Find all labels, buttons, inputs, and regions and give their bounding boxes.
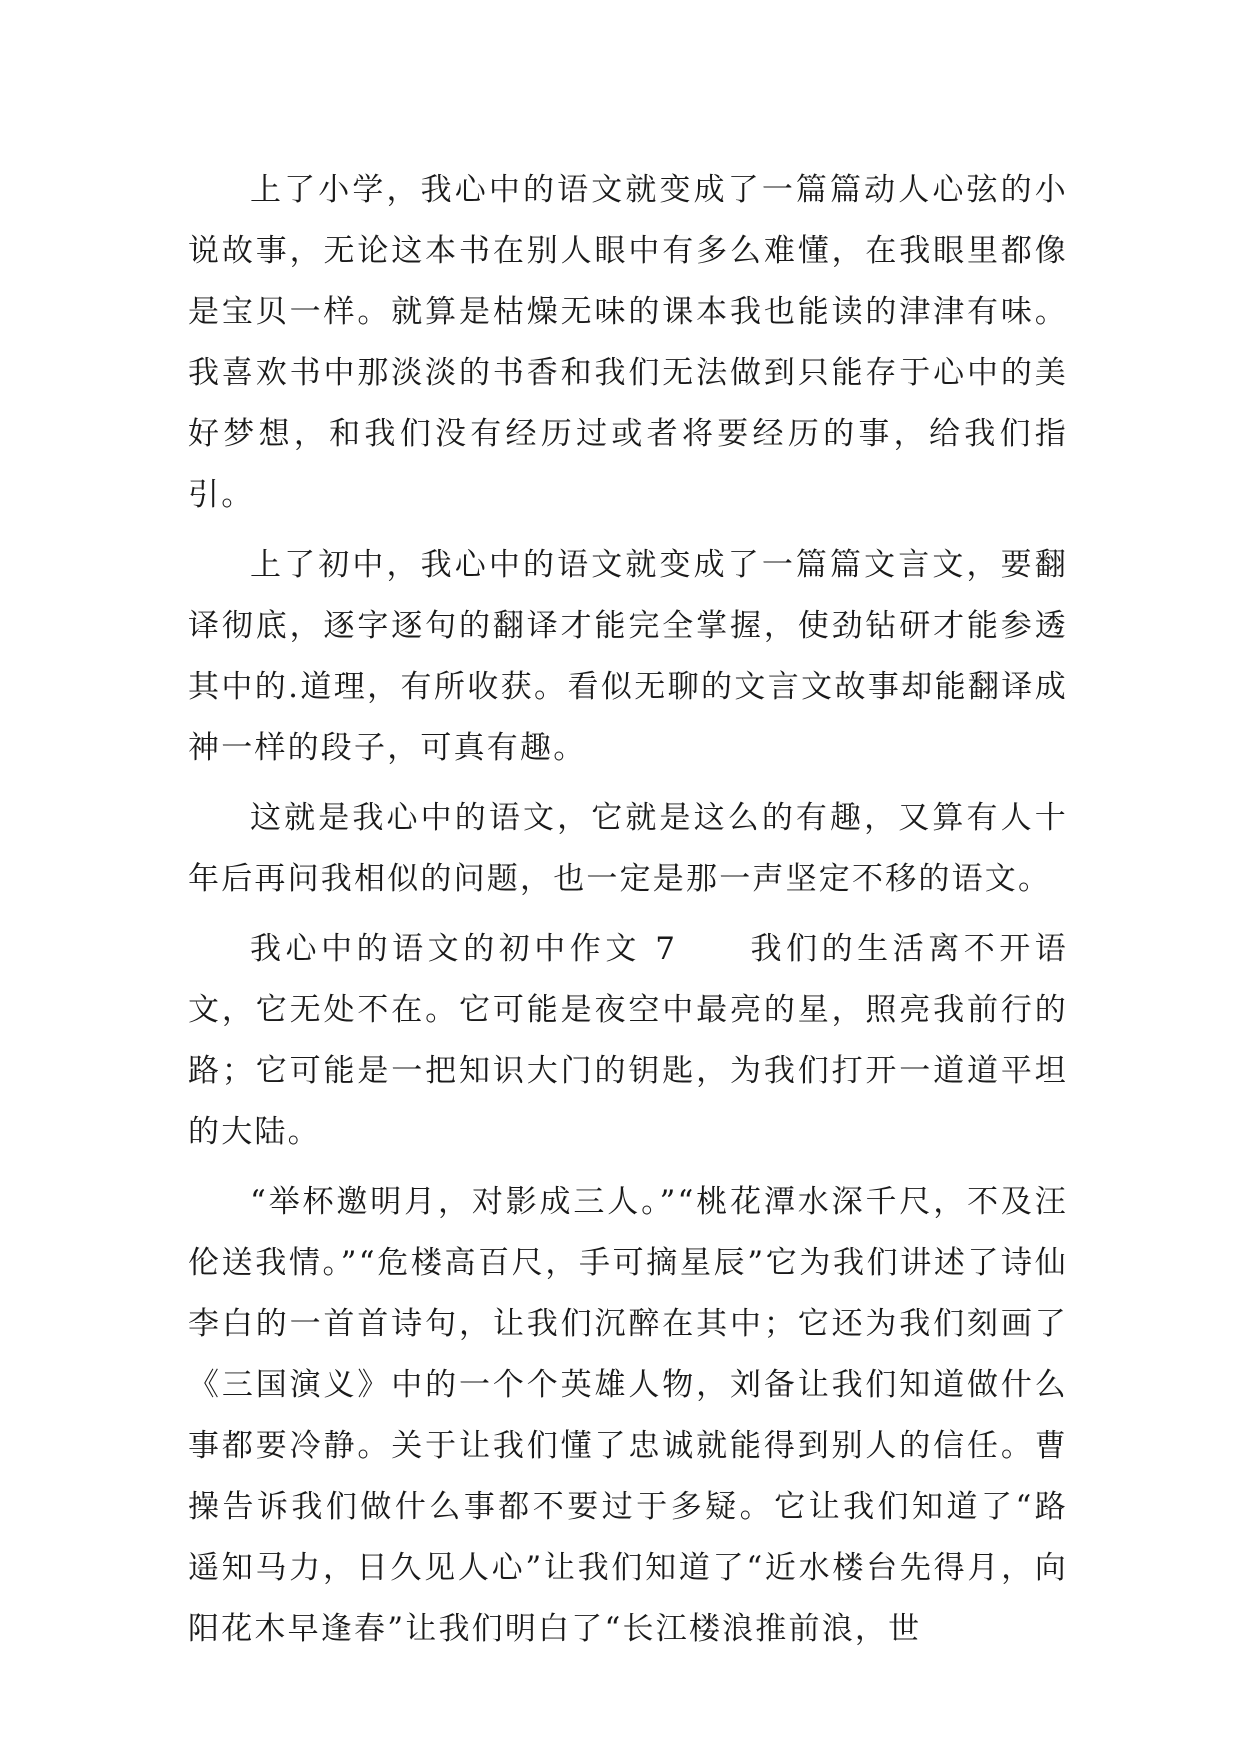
paragraph-primary-school: 上了小学，我心中的语文就变成了一篇篇动人心弦的小说故事，无论这本书在别人眼中有多么难懂，在我眼里都像是宝贝一样。就算是枯燥无味的课本我也能读的津津有味。我喜欢书中那淡淡的书香和我们无法做到只能存于心中的美好梦想，和我们没有经历过或者将要经历的事，给我们指引。 — [188, 172, 1068, 513]
paragraph-middle-school: 上了初中，我心中的语文就变成了一篇篇文言文，要翻译彻底，逐字逐句的翻译才能完全掌握，使劲钻研才能参透其中的.道理，有所收获。看似无聊的文言文故事却能翻译成神一样的段子，可真有趣。 — [188, 547, 1068, 766]
paragraph-essay-7-intro: 我心中的语文的初中作文 7 我们的生活离不开语文，它无处不在。它可能是夜空中最亮的星，照亮我前行的路；它可能是一把知识大门的钥匙，为我们打开一道道平坦的大陆。 — [188, 931, 1068, 1150]
document-body — [188, 160, 1068, 1660]
paragraph-poetry-examples: “举杯邀明月，对影成三人。”“桃花潭水深千尺，不及汪伦送我情。”“危楼高百尺，手可摘星辰”它为我们讲述了诗仙李白的一首首诗句，让我们沉醉在其中；它还为我们刻画了《三国演义》中的一个个英雄人物，刘备让我们知道做什么事都要冷静。关于让我们懂了忠诚就能得到别人的信任。曹操告诉我们做什么事都不要过于多疑。它让我们知道了“路遥知马力，日久见人心”让我们知道了“近水楼台先得月，向阳花木早逢春”让我们明白了“长江楼浪推前浪，世 — [188, 1184, 1068, 1647]
paragraph-conclusion: 这就是我心中的语文，它就是这么的有趣，又算有人十年后再问我相似的问题，也一定是那一声坚定不移的语文。 — [188, 800, 1068, 897]
